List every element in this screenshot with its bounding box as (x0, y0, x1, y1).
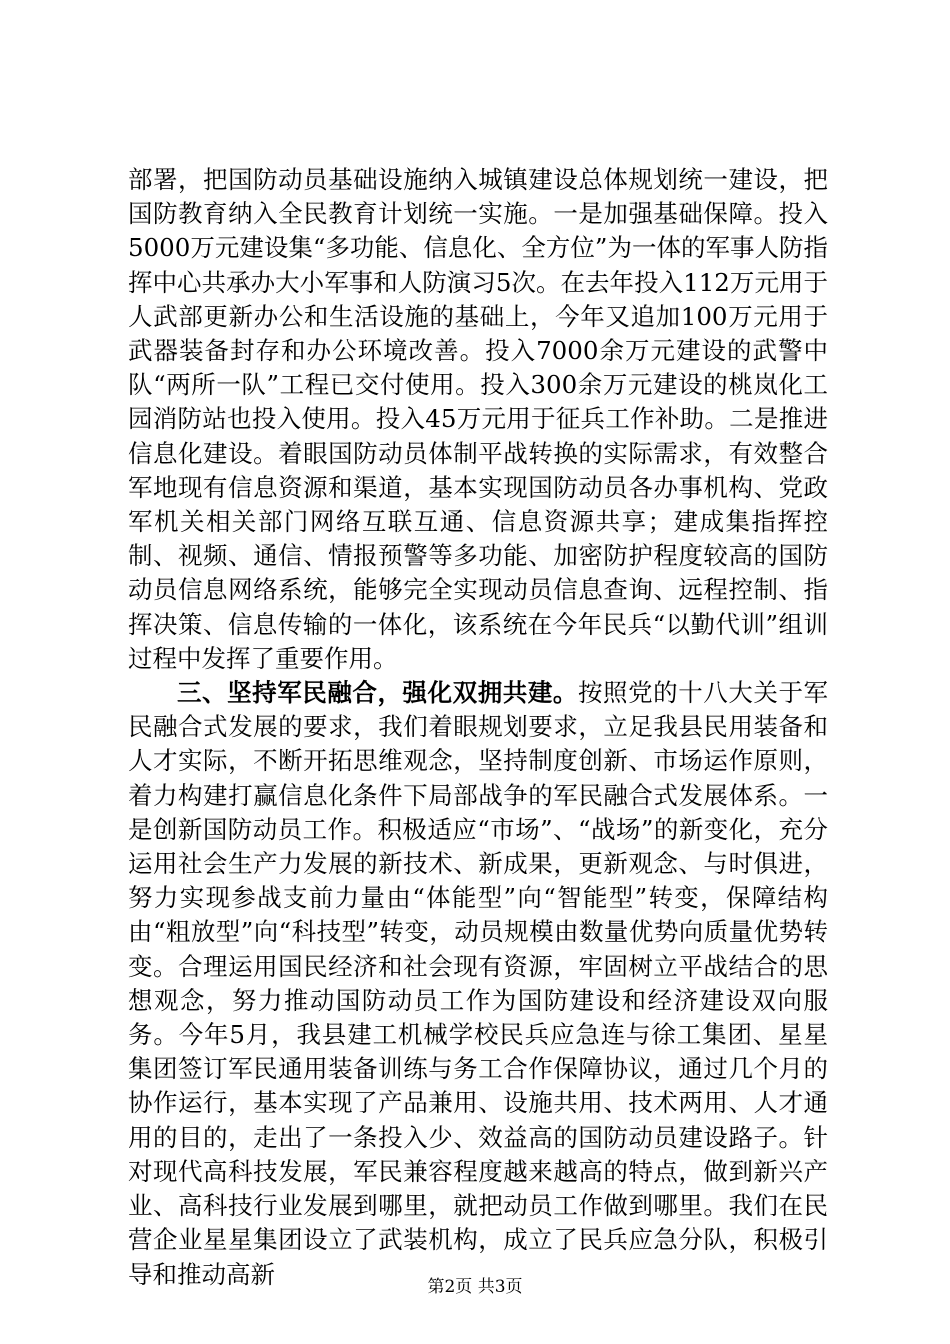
document-body (128, 163, 828, 1292)
paragraph-1: 部署，把国防动员基础设施纳入城镇建设总体规划统一建设，把国防教育纳入全民教育计划统一实施。一是加强基础保障。投入5000万元建设集“多功能、信息化、全方位”为一体的军事人防指挥中心共承办大小军事和人防演习5次。在去年投入112万元用于人武部更新办公和生活设施的基础上，今年又追加100万元用于武器装备封存和办公环境改善。投入7000余万元建设的武警中队“两所一队”工程已交付使用。投入300余万元建设的桃岚化工园消防站也投入使用。投入45万元用于征兵工作补助。二是推进信息化建设。着眼国防动员体制平战转换的实际需求，有效整合军地现有信息资源和渠道，基本实现国防动员各办事机构、党政军机关相关部门网络互联互通、信息资源共享；建成集指挥控制、视频、通信、情报预警等多功能、加密防护程度较高的国防动员信息网络系统，能够完全实现动员信息查询、远程控制、指挥决策、信息传输的一体化，该系统在今年民兵“以勤代训”组训过程中发挥了重要作用。 (128, 165, 828, 673)
page-footer: 第2页 共3页 (427, 1277, 523, 1297)
paragraph-2 (128, 676, 828, 1292)
section-heading: 三、坚持军民融合，强化双拥共建。 (177, 678, 578, 708)
paragraph-2-body: 按照党的十八大关于军民融合式发展的要求，我们着眼规划要求，立足我县民用装备和人才实际，不断开拓思维观念，坚持制度创新、市场运作原则，着力构建打赢信息化条件下局部战争的军民融合式发展体系。一是创新国防动员工作。积极适应“市场”、“战场”的新变化，充分运用社会生产力发展的新技术、新成果，更新观念、与时俱进，努力实现参战支前力量由“体能型”向“智能型”转变，保障结构由“粗放型”向“科技型”转变，动员规模由数量优势向质量优势转变。合理运用国民经济和社会现有资源，牢固树立平战结合的思想观念，努力推动国防动员工作为国防建设和经济建设双向服务。今年5月，我县建工机械学校民兵应急连与徐工集团、星星集团签订军民通用装备训练与务工合作保障协议，通过几个月的协作运行，基本实现了产品兼用、设施共用、技术两用、人才通用的目的，走出了一条投入少、效益高的国防动员建设路子。针对现代高科技发展，军民兼容程度越来越高的特点，做到新兴产业、高科技行业发展到哪里，就把动员工作做到哪里。我们在民营企业星星集团设立了武装机构，成立了民兵应急分队，积极引导和推动高新 (128, 678, 829, 1289)
